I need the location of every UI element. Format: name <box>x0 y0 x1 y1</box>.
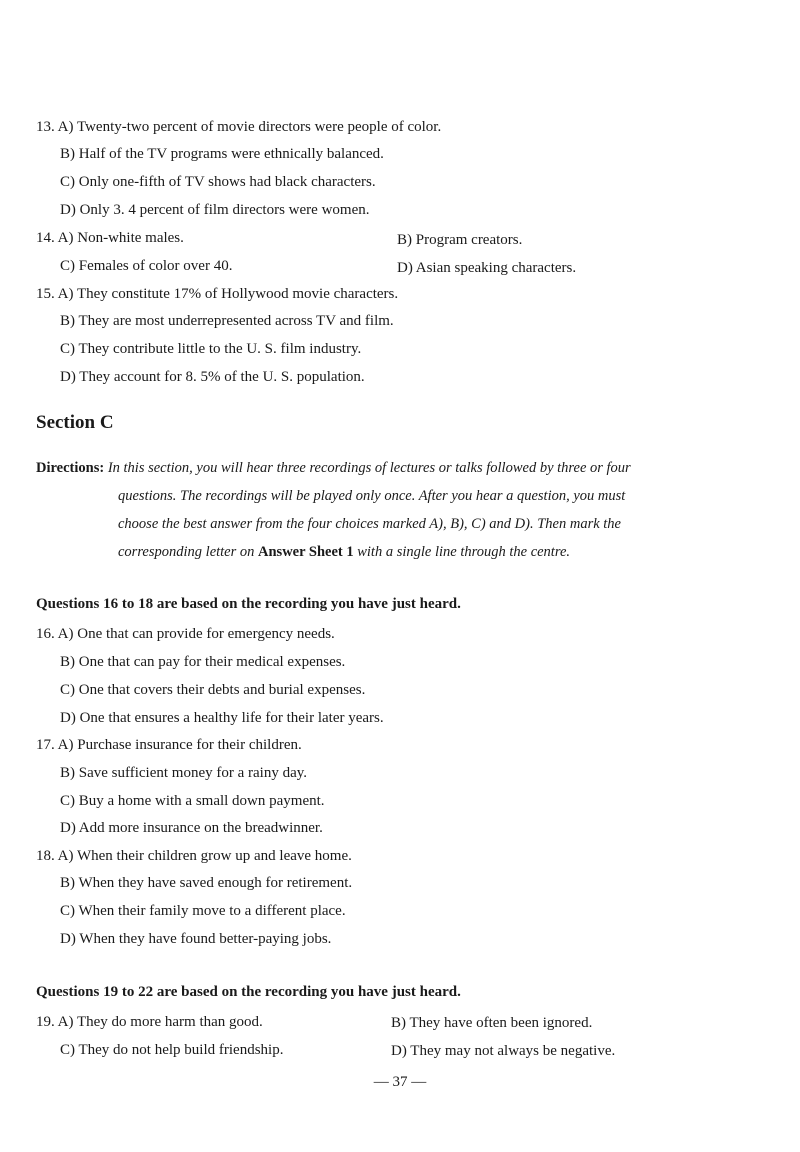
directions-line-1 <box>36 458 631 478</box>
q14-option-a: 14. A) Non-white males. <box>36 230 184 246</box>
q19-option-a: 19. A) They do more harm than good. <box>36 1014 263 1030</box>
group2-heading: Questions 19 to 22 are based on the recording you have just heard. <box>36 984 461 1000</box>
q14-option-d: D) Asian speaking characters. <box>397 260 577 276</box>
q18-option-d: D) When they have found better-paying jobs. <box>60 931 332 947</box>
directions-text-4b: with a single line through the centre. <box>357 544 571 560</box>
q15-option-a: 15. A) They constitute 17% of Hollywood movie characters. <box>36 286 399 302</box>
q15-option-c: C) They contribute little to the U. S. film industry. <box>60 341 362 357</box>
directions-label: Directions: <box>36 460 105 476</box>
q16-option-b: B) One that can pay for their medical expenses. <box>60 654 346 670</box>
q17-option-a: 17. A) Purchase insurance for their children. <box>36 737 302 753</box>
q13-option-d: D) Only 3. 4 percent of film directors were women. <box>60 202 370 218</box>
q15-option-d: D) They account for 8. 5% of the U. S. population. <box>60 369 365 385</box>
q16-option-d: D) One that ensures a healthy life for their later years. <box>60 710 384 726</box>
section-title: Section C <box>36 412 114 433</box>
q14-option-b: B) Program creators. <box>397 232 523 248</box>
group1-heading: Questions 16 to 18 are based on the recording you have just heard. <box>36 596 461 612</box>
q18-option-a: 18. A) When their children grow up and leave home. <box>36 848 352 864</box>
answer-sheet-label: Answer Sheet 1 <box>258 544 354 560</box>
q16-option-c: C) One that covers their debts and burial expenses. <box>60 682 366 698</box>
directions-line-3: choose the best answer from the four choices marked A), B), C) and D). Then mark the <box>118 516 621 532</box>
q18-option-c: C) When their family move to a different place. <box>60 903 346 919</box>
q15-option-b: B) They are most underrepresented across TV and film. <box>60 313 394 329</box>
q13-option-c: C) Only one-fifth of TV shows had black characters. <box>60 174 376 190</box>
page-number: — 37 — <box>373 1074 427 1090</box>
q18-option-b: B) When they have saved enough for retirement. <box>60 875 353 891</box>
q13-option-b: B) Half of the TV programs were ethnically balanced. <box>60 146 384 162</box>
q19-option-d: D) They may not always be negative. <box>391 1043 616 1059</box>
q16-option-a: 16. A) One that can provide for emergency needs. <box>36 626 335 642</box>
directions-line-2: questions. The recordings will be played only once. After you hear a question, you must <box>118 488 626 504</box>
directions-line-4 <box>118 542 570 562</box>
directions-text-4a: corresponding letter on <box>118 544 255 560</box>
q17-option-c: C) Buy a home with a small down payment. <box>60 793 325 809</box>
q17-option-d: D) Add more insurance on the breadwinner. <box>60 820 323 836</box>
q19-option-b: B) They have often been ignored. <box>391 1015 593 1031</box>
q19-option-c: C) They do not help build friendship. <box>60 1042 284 1058</box>
q13-option-a: 13. A) Twenty-two percent of movie directors were people of color. <box>36 119 442 135</box>
q14-option-c: C) Females of color over 40. <box>60 258 233 274</box>
q17-option-b: B) Save sufficient money for a rainy day. <box>60 765 308 781</box>
directions-text-1: In this section, you will hear three recordings of lectures or talks followed by three or four <box>107 460 631 476</box>
